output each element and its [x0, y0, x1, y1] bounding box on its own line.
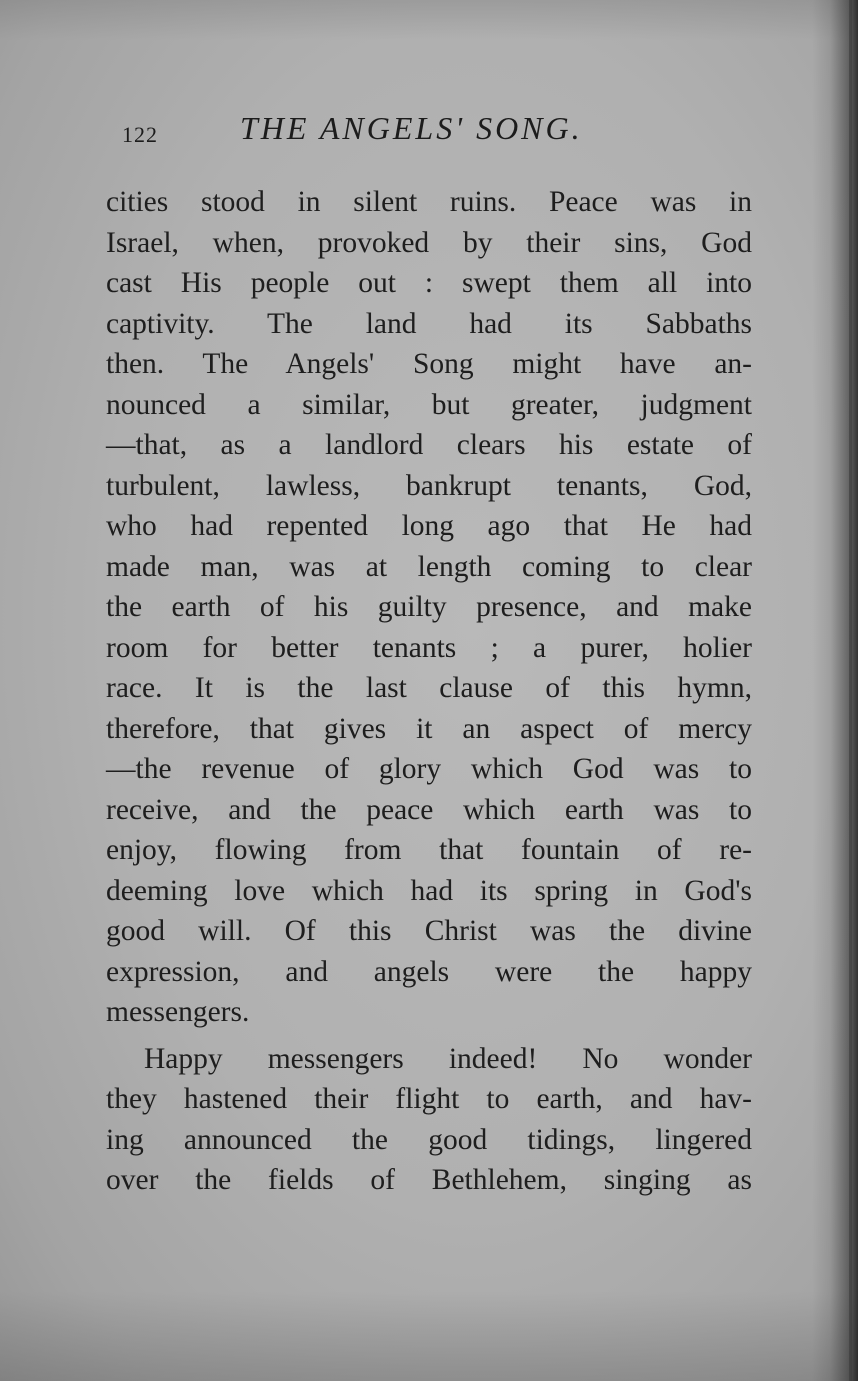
text-line: cast His people out : swept them all into [106, 267, 752, 299]
page-number: 122 [122, 122, 158, 147]
page-edge [849, 0, 852, 1381]
text-line: messengers. [106, 996, 250, 1028]
text-line: receive, and the peace which earth was to [106, 793, 752, 826]
text-line: Happy messengers indeed! No wonder [144, 1042, 752, 1075]
text-line: who had repented long ago that He had [106, 510, 752, 542]
text-line: made man, was at length coming to clear [106, 550, 752, 583]
text-line: then. The Angels' Song might have an- [106, 348, 752, 380]
paragraph-1 [106, 182, 752, 1033]
body-text [106, 182, 752, 1201]
text-line: over the fields of Bethlehem, singing as [106, 1164, 752, 1196]
text-line: race. It is the last clause of this hymn, [106, 672, 752, 704]
text-line: therefore, that gives it an aspect of mercy [106, 712, 752, 745]
bottom-shade [0, 1291, 858, 1381]
text-line: nounced a similar, but greater, judgment [106, 388, 752, 421]
text-line: Israel, when, provoked by their sins, God [106, 226, 752, 259]
text-line: good will. Of this Christ was the divine [106, 915, 752, 947]
text-line: —the revenue of glory which God was to [106, 753, 752, 785]
text-line: deeming love which had its spring in God's [106, 874, 752, 907]
text-line: they hastened their flight to earth, and hav- [106, 1083, 752, 1115]
paragraph-2 [106, 1039, 752, 1201]
running-title: THE ANGELS' SONG. [240, 110, 583, 146]
text-line: room for better tenants ; a purer, holier [106, 631, 752, 664]
text-line: cities stood in silent ruins. Peace was in [106, 186, 752, 218]
top-shade [0, 0, 858, 40]
text-line: turbulent, lawless, bankrupt tenants, God, [106, 469, 752, 502]
text-line: expression, and angels were the happy [106, 955, 752, 988]
text-line: enjoy, flowing from that fountain of re- [106, 834, 752, 866]
text-line: ing announced the good tidings, lingered [106, 1123, 752, 1156]
text-line: captivity. The land had its Sabbaths [106, 307, 752, 340]
text-line: the earth of his guilty presence, and make [106, 591, 752, 623]
page-header [122, 110, 762, 160]
text-line: —that, as a landlord clears his estate of [106, 429, 752, 461]
